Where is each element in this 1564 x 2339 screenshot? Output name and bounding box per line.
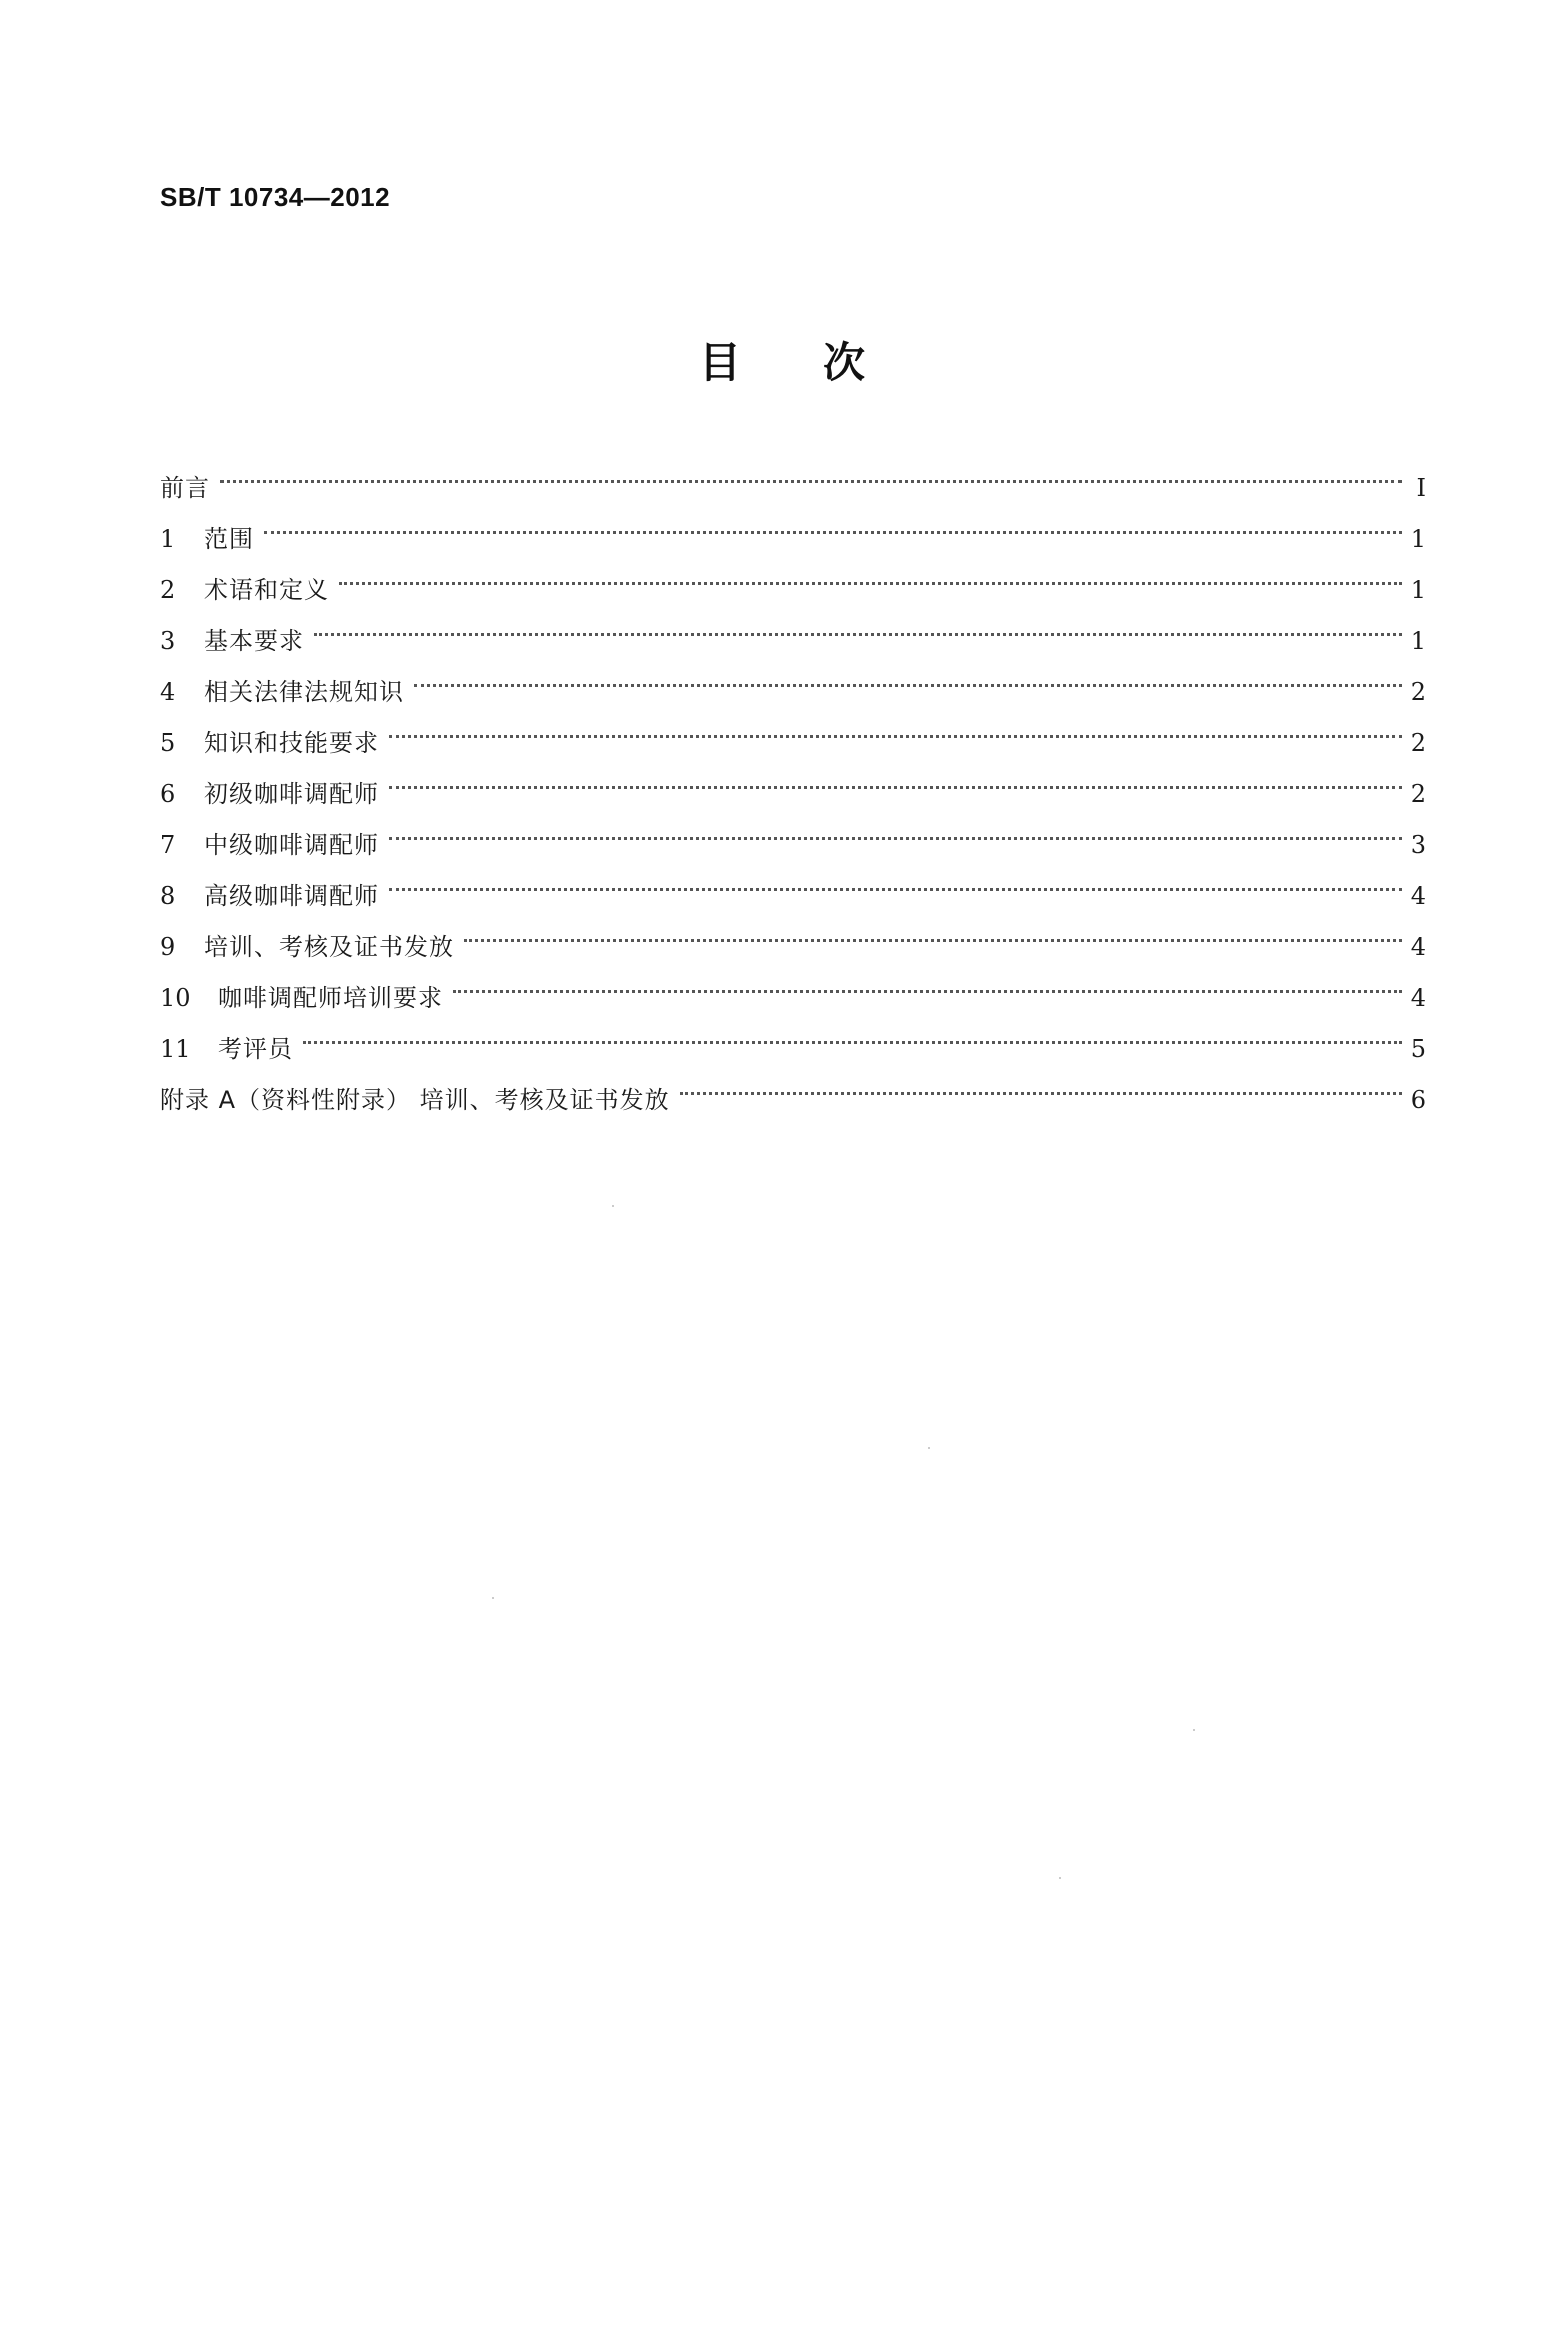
toc-entry-9[interactable] [160, 922, 1426, 973]
toc-entry-label: 考评员 [218, 1035, 293, 1063]
toc-entry-number: 2 [160, 576, 176, 604]
toc-leader-dots [314, 633, 1402, 636]
toc-entry-label: 术语和定义 [204, 576, 329, 604]
toc-entry-foreword[interactable] [160, 463, 1426, 514]
toc-leader-dots [680, 1092, 1402, 1095]
toc-entry-number: 7 [160, 831, 176, 859]
toc-entry-page: 2 [1410, 729, 1426, 757]
toc-entry-number: 10 [160, 984, 191, 1012]
toc-entry-number: 11 [160, 1035, 191, 1063]
standard-code: SB/T 10734—2012 [160, 182, 391, 212]
toc-entry-1[interactable] [160, 514, 1426, 565]
toc-entry-6[interactable] [160, 769, 1426, 820]
toc-leader-dots [389, 888, 1402, 891]
toc-entry-label: 相关法律法规知识 [204, 678, 404, 706]
toc-entry-page: 2 [1410, 678, 1426, 706]
toc-leader-dots [303, 1041, 1402, 1044]
page-title: 目次 [698, 338, 947, 387]
toc-entry-page: 1 [1410, 627, 1426, 655]
toc-entry-label: 基本要求 [204, 627, 304, 655]
toc-leader-dots [453, 990, 1402, 993]
toc-entry-page: 2 [1410, 780, 1426, 808]
toc-leader-dots [220, 480, 1402, 483]
toc-entry-number: 5 [160, 729, 176, 757]
scan-speck [1193, 1729, 1195, 1731]
table-of-contents [160, 463, 1426, 1126]
toc-entry-page: 4 [1410, 882, 1426, 910]
toc-entry-page: Ⅰ [1416, 474, 1426, 502]
toc-leader-dots [339, 582, 1402, 585]
toc-entry-number: 3 [160, 627, 176, 655]
toc-entry-label: 咖啡调配师培训要求 [218, 984, 443, 1012]
toc-entry-number: 1 [160, 525, 176, 553]
toc-entry-page: 4 [1410, 984, 1426, 1012]
toc-entry-label: 中级咖啡调配师 [204, 831, 379, 859]
toc-entry-label: 知识和技能要求 [204, 729, 379, 757]
toc-leader-dots [389, 837, 1402, 840]
toc-entry-label: 高级咖啡调配师 [204, 882, 379, 910]
toc-leader-dots [464, 939, 1402, 942]
toc-entry-label: 初级咖啡调配师 [204, 780, 379, 808]
toc-entry-label: 培训、考核及证书发放 [204, 933, 454, 961]
toc-entry-11[interactable] [160, 1024, 1426, 1075]
toc-entry-4[interactable] [160, 667, 1426, 718]
toc-entry-number: 9 [160, 933, 176, 961]
toc-entry-appendix-a[interactable] [160, 1075, 1426, 1126]
toc-entry-5[interactable] [160, 718, 1426, 769]
toc-entry-label: 附录 A（资料性附录） 培训、考核及证书发放 [160, 1086, 670, 1114]
scan-speck [492, 1597, 494, 1599]
toc-entry-number: 6 [160, 780, 176, 808]
toc-entry-page: 1 [1410, 525, 1426, 553]
toc-leader-dots [389, 735, 1402, 738]
scan-speck [928, 1447, 930, 1449]
toc-entry-3[interactable] [160, 616, 1426, 667]
toc-entry-page: 5 [1410, 1035, 1426, 1063]
toc-leader-dots [389, 786, 1402, 789]
toc-entry-page: 4 [1410, 933, 1426, 961]
toc-entry-10[interactable] [160, 973, 1426, 1024]
toc-entry-page: 3 [1410, 831, 1426, 859]
toc-entry-label: 范围 [204, 525, 254, 553]
toc-leader-dots [414, 684, 1402, 687]
toc-entry-2[interactable] [160, 565, 1426, 616]
toc-entry-page: 1 [1410, 576, 1426, 604]
toc-entry-page: 6 [1410, 1086, 1426, 1114]
toc-entry-7[interactable] [160, 820, 1426, 871]
toc-entry-label: 前言 [160, 474, 210, 502]
toc-entry-8[interactable] [160, 871, 1426, 922]
toc-entry-number: 8 [160, 882, 176, 910]
toc-entry-number: 4 [160, 678, 176, 706]
scan-speck [1059, 1877, 1061, 1879]
toc-leader-dots [264, 531, 1402, 534]
scan-speck [612, 1205, 614, 1207]
